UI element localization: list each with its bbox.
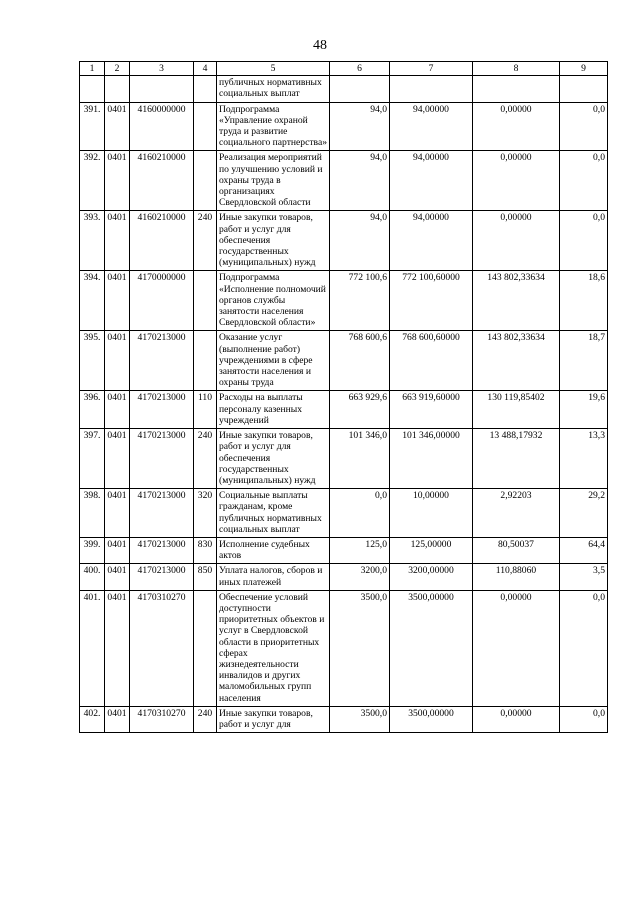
execution-percent-cell: 0,0 bbox=[560, 102, 608, 151]
execution-percent-cell: 0,0 bbox=[560, 590, 608, 706]
execution-percent-cell: 0,0 bbox=[560, 151, 608, 211]
item-name-cell: Иные закупки товаров, работ и услуг для обеспечения государственных (муниципальных) нужд bbox=[217, 429, 330, 489]
item-name-cell: Обеспечение условий доступности приоритетных объектов и услуг в Свердловской области в приоритетных сферах жизнедеятельности инвалидов и других маломобильных групп населения bbox=[217, 590, 330, 706]
revised-amount-cell: 94,00000 bbox=[390, 102, 473, 151]
target-article-cell: 4170213000 bbox=[130, 537, 194, 563]
approved-amount-cell: 768 600,6 bbox=[330, 331, 390, 391]
expense-type-cell: 110 bbox=[194, 391, 217, 429]
execution-percent-cell: 18,7 bbox=[560, 331, 608, 391]
approved-amount-cell bbox=[330, 76, 390, 102]
section-code-cell: 0401 bbox=[105, 537, 130, 563]
execution-percent-cell: 18,6 bbox=[560, 271, 608, 331]
row-number-cell: 399. bbox=[80, 537, 105, 563]
approved-amount-cell: 663 929,6 bbox=[330, 391, 390, 429]
item-name-cell: публичных нормативных социальных выплат bbox=[217, 76, 330, 102]
expense-type-cell bbox=[194, 102, 217, 151]
expense-type-cell bbox=[194, 331, 217, 391]
table-header-row bbox=[80, 62, 608, 76]
item-name-cell: Уплата налогов, сборов и иных платежей bbox=[217, 564, 330, 590]
approved-amount-cell: 101 346,0 bbox=[330, 429, 390, 489]
table-row bbox=[80, 590, 608, 706]
expense-type-cell: 830 bbox=[194, 537, 217, 563]
expense-type-cell bbox=[194, 590, 217, 706]
expense-type-cell: 240 bbox=[194, 429, 217, 489]
executed-amount-cell: 0,00000 bbox=[473, 211, 560, 271]
row-number-cell: 398. bbox=[80, 489, 105, 538]
item-name-cell: Социальные выплаты гражданам, кроме публичных нормативных социальных выплат bbox=[217, 489, 330, 538]
target-article-cell: 4170000000 bbox=[130, 271, 194, 331]
column-header: 2 bbox=[105, 62, 130, 76]
row-number-cell: 396. bbox=[80, 391, 105, 429]
executed-amount-cell: 110,88060 bbox=[473, 564, 560, 590]
target-article-cell: 4170213000 bbox=[130, 489, 194, 538]
revised-amount-cell: 3500,00000 bbox=[390, 590, 473, 706]
executed-amount-cell: 0,00000 bbox=[473, 706, 560, 732]
executed-amount-cell: 143 802,33634 bbox=[473, 271, 560, 331]
row-number-cell: 393. bbox=[80, 211, 105, 271]
section-code-cell bbox=[105, 76, 130, 102]
expense-type-cell: 240 bbox=[194, 706, 217, 732]
approved-amount-cell: 772 100,6 bbox=[330, 271, 390, 331]
section-code-cell: 0401 bbox=[105, 564, 130, 590]
target-article-cell: 4170213000 bbox=[130, 429, 194, 489]
section-code-cell: 0401 bbox=[105, 211, 130, 271]
table-row bbox=[80, 537, 608, 563]
column-header: 5 bbox=[217, 62, 330, 76]
row-number-cell: 401. bbox=[80, 590, 105, 706]
target-article-cell: 4160000000 bbox=[130, 102, 194, 151]
execution-percent-cell: 13,3 bbox=[560, 429, 608, 489]
revised-amount-cell: 772 100,60000 bbox=[390, 271, 473, 331]
section-code-cell: 0401 bbox=[105, 102, 130, 151]
approved-amount-cell: 3200,0 bbox=[330, 564, 390, 590]
target-article-cell: 4160210000 bbox=[130, 211, 194, 271]
revised-amount-cell: 10,00000 bbox=[390, 489, 473, 538]
execution-percent-cell: 64,4 bbox=[560, 537, 608, 563]
row-number-cell bbox=[80, 76, 105, 102]
revised-amount-cell: 663 919,60000 bbox=[390, 391, 473, 429]
executed-amount-cell bbox=[473, 76, 560, 102]
execution-percent-cell: 19,6 bbox=[560, 391, 608, 429]
budget-table bbox=[79, 61, 608, 733]
executed-amount-cell: 0,00000 bbox=[473, 102, 560, 151]
revised-amount-cell: 101 346,00000 bbox=[390, 429, 473, 489]
item-name-cell: Подпрограмма «Управление охраной труда и развитие социального партнерства» bbox=[217, 102, 330, 151]
table-row bbox=[80, 706, 608, 732]
execution-percent-cell: 0,0 bbox=[560, 211, 608, 271]
approved-amount-cell: 0,0 bbox=[330, 489, 390, 538]
table-row bbox=[80, 211, 608, 271]
row-number-cell: 400. bbox=[80, 564, 105, 590]
executed-amount-cell: 0,00000 bbox=[473, 151, 560, 211]
row-number-cell: 391. bbox=[80, 102, 105, 151]
section-code-cell: 0401 bbox=[105, 590, 130, 706]
target-article-cell: 4160210000 bbox=[130, 151, 194, 211]
table-row bbox=[80, 151, 608, 211]
execution-percent-cell bbox=[560, 76, 608, 102]
table-row bbox=[80, 391, 608, 429]
row-number-cell: 402. bbox=[80, 706, 105, 732]
row-number-cell: 394. bbox=[80, 271, 105, 331]
section-code-cell: 0401 bbox=[105, 331, 130, 391]
section-code-cell: 0401 bbox=[105, 271, 130, 331]
target-article-cell: 4170213000 bbox=[130, 564, 194, 590]
target-article-cell bbox=[130, 76, 194, 102]
target-article-cell: 4170213000 bbox=[130, 331, 194, 391]
approved-amount-cell: 3500,0 bbox=[330, 590, 390, 706]
revised-amount-cell bbox=[390, 76, 473, 102]
item-name-cell: Исполнение судебных актов bbox=[217, 537, 330, 563]
approved-amount-cell: 94,0 bbox=[330, 211, 390, 271]
column-header: 8 bbox=[473, 62, 560, 76]
executed-amount-cell: 0,00000 bbox=[473, 590, 560, 706]
execution-percent-cell: 0,0 bbox=[560, 706, 608, 732]
revised-amount-cell: 94,00000 bbox=[390, 211, 473, 271]
execution-percent-cell: 29,2 bbox=[560, 489, 608, 538]
table-row bbox=[80, 271, 608, 331]
target-article-cell: 4170213000 bbox=[130, 391, 194, 429]
revised-amount-cell: 768 600,60000 bbox=[390, 331, 473, 391]
approved-amount-cell: 125,0 bbox=[330, 537, 390, 563]
revised-amount-cell: 125,00000 bbox=[390, 537, 473, 563]
page-number: 48 bbox=[313, 38, 327, 53]
section-code-cell: 0401 bbox=[105, 391, 130, 429]
table-row bbox=[80, 429, 608, 489]
column-header: 9 bbox=[560, 62, 608, 76]
approved-amount-cell: 3500,0 bbox=[330, 706, 390, 732]
execution-percent-cell: 3,5 bbox=[560, 564, 608, 590]
row-number-cell: 395. bbox=[80, 331, 105, 391]
column-header: 1 bbox=[80, 62, 105, 76]
section-code-cell: 0401 bbox=[105, 151, 130, 211]
item-name-cell: Иные закупки товаров, работ и услуг для bbox=[217, 706, 330, 732]
expense-type-cell bbox=[194, 271, 217, 331]
table-body bbox=[80, 76, 608, 733]
expense-type-cell: 850 bbox=[194, 564, 217, 590]
item-name-cell: Реализация мероприятий по улучшению условий и охраны труда в организациях Свердловской области bbox=[217, 151, 330, 211]
section-code-cell: 0401 bbox=[105, 429, 130, 489]
column-header: 6 bbox=[330, 62, 390, 76]
expense-type-cell: 240 bbox=[194, 211, 217, 271]
column-header: 4 bbox=[194, 62, 217, 76]
item-name-cell: Расходы на выплаты персоналу казенных учреждений bbox=[217, 391, 330, 429]
item-name-cell: Оказание услуг (выполнение работ) учреждениями в сфере занятости населения и охраны труда bbox=[217, 331, 330, 391]
executed-amount-cell: 143 802,33634 bbox=[473, 331, 560, 391]
table-row bbox=[80, 76, 608, 102]
expense-type-cell bbox=[194, 76, 217, 102]
executed-amount-cell: 80,50037 bbox=[473, 537, 560, 563]
revised-amount-cell: 3200,00000 bbox=[390, 564, 473, 590]
revised-amount-cell: 94,00000 bbox=[390, 151, 473, 211]
table-row bbox=[80, 489, 608, 538]
approved-amount-cell: 94,0 bbox=[330, 102, 390, 151]
row-number-cell: 397. bbox=[80, 429, 105, 489]
column-header: 7 bbox=[390, 62, 473, 76]
table-row bbox=[80, 102, 608, 151]
table-row bbox=[80, 331, 608, 391]
revised-amount-cell: 3500,00000 bbox=[390, 706, 473, 732]
item-name-cell: Подпрограмма «Исполнение полномочий органов службы занятости населения Свердловской области» bbox=[217, 271, 330, 331]
expense-type-cell bbox=[194, 151, 217, 211]
column-header: 3 bbox=[130, 62, 194, 76]
executed-amount-cell: 130 119,85402 bbox=[473, 391, 560, 429]
section-code-cell: 0401 bbox=[105, 489, 130, 538]
item-name-cell: Иные закупки товаров, работ и услуг для обеспечения государственных (муниципальных) нужд bbox=[217, 211, 330, 271]
executed-amount-cell: 13 488,17932 bbox=[473, 429, 560, 489]
target-article-cell: 4170310270 bbox=[130, 706, 194, 732]
table-row bbox=[80, 564, 608, 590]
row-number-cell: 392. bbox=[80, 151, 105, 211]
expense-type-cell: 320 bbox=[194, 489, 217, 538]
target-article-cell: 4170310270 bbox=[130, 590, 194, 706]
executed-amount-cell: 2,92203 bbox=[473, 489, 560, 538]
section-code-cell: 0401 bbox=[105, 706, 130, 732]
approved-amount-cell: 94,0 bbox=[330, 151, 390, 211]
